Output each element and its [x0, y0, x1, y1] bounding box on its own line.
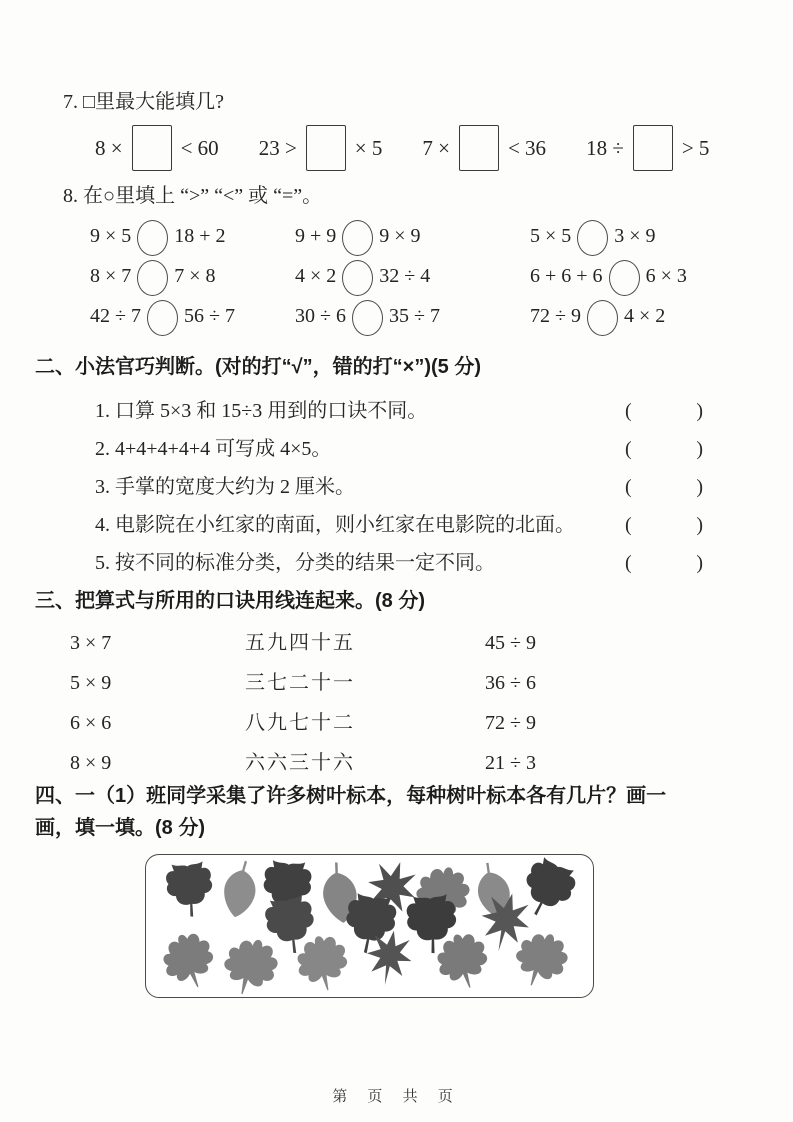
section-2-judgment — [35, 354, 751, 576]
judge-item-1 — [95, 398, 751, 424]
q7-equation-3 — [422, 125, 546, 171]
leaf-maple-icon — [156, 927, 221, 995]
answer-box[interactable] — [633, 125, 673, 171]
judge-text: 3. 手掌的宽度大约为 2 厘米。 — [95, 476, 355, 498]
q7-title: 7. □里最大能填几? — [63, 91, 224, 113]
match-expression[interactable]: 8 × 9 — [70, 752, 112, 774]
judge-item-5 — [95, 550, 751, 576]
cmp-right: 6 × 3 — [645, 265, 687, 287]
cmp-left: 5 × 5 — [530, 225, 572, 247]
q8-comparison-grid — [90, 216, 751, 336]
section-3-matching — [35, 588, 751, 776]
paren-close: ) — [696, 438, 703, 460]
match-division[interactable]: 21 ÷ 3 — [485, 752, 536, 774]
q7-eq4-post: > 5 — [681, 135, 710, 160]
paren-open: ( — [625, 476, 632, 498]
answer-circle[interactable] — [137, 260, 168, 296]
cmp-left: 4 × 2 — [295, 265, 337, 287]
answer-circle[interactable] — [137, 220, 168, 256]
q8-cell — [295, 256, 530, 296]
paren-open: ( — [625, 400, 632, 422]
answer-box[interactable] — [132, 125, 172, 171]
judge-item-4 — [95, 512, 751, 538]
q7-equation-1 — [95, 125, 219, 171]
match-expression[interactable]: 5 × 9 — [70, 672, 112, 694]
q7-eq2-pre: 23 > — [258, 135, 297, 160]
q7-eq3-post: < 36 — [507, 135, 547, 160]
match-mnemonic[interactable]: 五九四十五 — [245, 632, 355, 654]
leaf-tulip-icon — [164, 861, 215, 919]
cmp-left: 6 + 6 + 6 — [530, 265, 603, 287]
paren-close: ) — [696, 476, 703, 498]
section-4-heading-line1: 四、一（1）班同学采集了许多树叶标本，每种树叶标本各有几片？画一 — [35, 785, 667, 807]
q7-equation-4 — [586, 125, 709, 171]
answer-parens[interactable] — [625, 474, 703, 500]
leaf-specimen-box — [145, 854, 594, 998]
judge-text: 5. 按不同的标准分类，分类的结果一定不同。 — [95, 552, 495, 574]
section-2-heading: 二、小法官巧判断。(对的打“√”，错的打“×”)(5 分) — [35, 356, 481, 378]
judge-text: 1. 口算 5×3 和 15÷3 用到的口诀不同。 — [95, 400, 428, 422]
cmp-left: 42 ÷ 7 — [90, 305, 141, 327]
leaf-canvas — [146, 855, 593, 997]
match-mnemonic[interactable]: 六六三十六 — [245, 752, 355, 774]
paren-close: ) — [696, 400, 703, 422]
q8-cell — [90, 296, 295, 336]
match-division[interactable]: 36 ÷ 6 — [485, 672, 536, 694]
match-mnemonic[interactable]: 八九七十二 — [245, 712, 355, 734]
leaf-maple-icon — [508, 926, 573, 994]
q7-eq3-pre: 7 × — [422, 135, 450, 160]
cmp-left: 9 + 9 — [295, 225, 337, 247]
answer-circle[interactable] — [577, 220, 608, 256]
paren-open: ( — [625, 438, 632, 460]
answer-box[interactable] — [306, 125, 346, 171]
leaf-tulip-icon — [514, 855, 580, 925]
cmp-right: 3 × 9 — [614, 225, 656, 247]
section-4-heading-line2: 画，填一填。(8 分) — [35, 817, 205, 839]
q8-cell — [90, 216, 295, 256]
section-3-heading: 三、把算式与所用的口诀用线连起来。(8 分) — [35, 590, 425, 612]
q8-cell — [295, 296, 530, 336]
cmp-right: 32 ÷ 4 — [379, 265, 431, 287]
cmp-right: 4 × 2 — [623, 305, 666, 327]
answer-parens[interactable] — [625, 436, 703, 462]
cmp-left: 8 × 7 — [90, 265, 132, 287]
q8-title: 8. 在○里填上 “>” “<” 或 “=”。 — [63, 185, 323, 207]
cmp-right: 9 × 9 — [379, 225, 421, 247]
judge-item-3 — [95, 474, 751, 500]
match-division[interactable]: 72 ÷ 9 — [485, 712, 536, 734]
answer-circle[interactable] — [342, 220, 373, 256]
judge-text: 4. 电影院在小红家的南面，则小红家在电影院的北面。 — [95, 514, 575, 536]
answer-circle[interactable] — [342, 260, 373, 296]
answer-circle[interactable] — [609, 260, 640, 296]
paren-open: ( — [625, 514, 632, 536]
q7-equation-2 — [259, 125, 383, 171]
cmp-right: 35 ÷ 7 — [388, 305, 440, 327]
leaf-maple-icon — [218, 933, 283, 997]
q8-cell — [90, 256, 295, 296]
page-footer: 第 页 共 页 — [332, 1088, 461, 1105]
section-4-leaves — [35, 780, 751, 998]
answer-parens[interactable] — [625, 512, 703, 538]
section-4-heading — [35, 780, 751, 844]
leaf-birch-icon — [220, 858, 261, 920]
match-division[interactable]: 45 ÷ 9 — [485, 632, 536, 654]
judge-text: 2. 4+4+4+4+4 可写成 4×5。 — [95, 438, 332, 460]
q8-cell — [295, 216, 530, 256]
q7-eq4-pre: 18 ÷ — [586, 135, 624, 160]
paren-close: ) — [696, 514, 703, 536]
answer-parens[interactable] — [625, 550, 703, 576]
answer-circle[interactable] — [147, 300, 178, 336]
cmp-left: 72 ÷ 9 — [530, 305, 581, 327]
leaf-maple-icon — [292, 931, 352, 995]
cmp-right: 7 × 8 — [174, 265, 216, 287]
answer-parens[interactable] — [625, 398, 703, 424]
q7-eq1-pre: 8 × — [95, 135, 123, 160]
match-mnemonic[interactable]: 三七二十一 — [245, 672, 355, 694]
q8-cell — [530, 256, 751, 296]
question-8 — [35, 184, 751, 336]
paren-open: ( — [625, 552, 632, 574]
judge-item-2 — [95, 436, 751, 462]
q7-eq2-post: × 5 — [354, 135, 383, 160]
paren-close: ) — [696, 552, 703, 574]
match-expression[interactable]: 3 × 7 — [70, 632, 112, 654]
q8-cell — [530, 296, 751, 336]
matching-grid — [70, 630, 751, 776]
answer-circle[interactable] — [587, 300, 618, 336]
cmp-right: 18 + 2 — [174, 225, 226, 247]
q7-eq1-post: < 60 — [180, 135, 219, 160]
cmp-right: 56 ÷ 7 — [183, 305, 235, 327]
match-expression[interactable]: 6 × 6 — [70, 712, 112, 734]
answer-circle[interactable] — [352, 300, 383, 336]
answer-box[interactable] — [459, 125, 499, 171]
q8-cell — [530, 216, 751, 256]
question-7 — [35, 90, 751, 174]
q7-equations — [95, 122, 751, 174]
cmp-left: 9 × 5 — [90, 225, 132, 247]
cmp-left: 30 ÷ 6 — [295, 305, 346, 327]
